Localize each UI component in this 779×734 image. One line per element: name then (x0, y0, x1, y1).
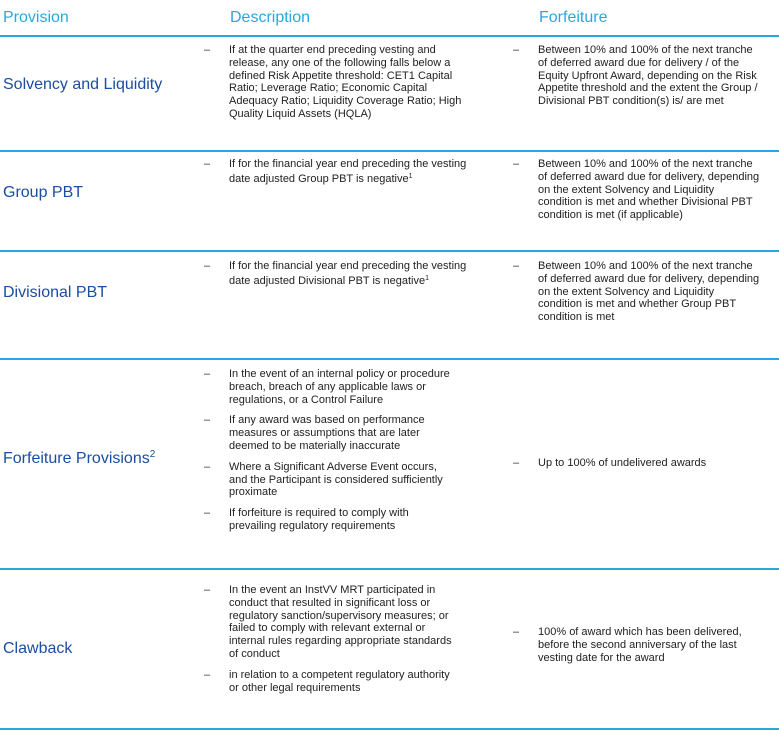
forfeiture-text: Up to 100% of undelivered awards (538, 457, 707, 469)
bullet-dash: – (204, 158, 211, 170)
bullet-dash: – (513, 158, 520, 170)
description-text: Where a Significant Adverse Event occurs, and the Participant is considered sufficiently proximate (229, 460, 443, 499)
bullet-dash: – (513, 457, 520, 469)
table-row-clawback (0, 570, 779, 730)
forfeiture-cell (513, 457, 760, 478)
description-text: If forfeiture is required to comply with prevailing regulatory requirements (229, 507, 409, 532)
forfeiture-text: 100% of award which has been delivered, before the second anniversary of the last vesting date for the award (538, 626, 742, 664)
bullet-dash: – (204, 260, 211, 272)
description-text: In the event of an internal policy or procedure breach, breach of any applicable laws or regulations, or a Control Failure (229, 368, 450, 406)
forfeiture-text: Between 10% and 100% of the next tranche of deferred award due for delivery, depending on the extent Solvency and Liquidity condition is met and whether Divisional PBT condition is met (if applicable) (538, 158, 760, 222)
forfeiture-item (513, 626, 760, 664)
description-item (204, 414, 457, 452)
forfeiture-item (513, 44, 760, 108)
forfeiture-cell (513, 44, 760, 116)
forfeiture-text: Between 10% and 100% of the next tranche of deferred award due for delivery, depending on the extent Solvency and Liquidity condition is met and whether Group PBT condition is met (538, 260, 760, 324)
description-item (204, 460, 457, 499)
footnote-marker: 2 (149, 449, 156, 460)
provision-label: Forfeiture Provisions$^2$ (3, 449, 156, 467)
description-item (204, 368, 457, 406)
description-cell (204, 584, 457, 702)
description-cell (204, 158, 469, 194)
bullet-dash: – (204, 460, 211, 473)
bullet-dash: – (204, 44, 211, 56)
table-row-forfeiture-provisions (0, 360, 779, 570)
provision-label: Clawback (3, 640, 73, 657)
forfeiture-cell (513, 260, 760, 332)
provision-label: Group PBT (3, 184, 84, 201)
description-item (204, 668, 457, 695)
header-forfeiture: Forfeiture (539, 9, 608, 26)
table-row-divisional-pbt (0, 252, 779, 360)
description-cell (204, 44, 469, 129)
footnote-marker: 1 (425, 274, 429, 282)
bullet-dash: – (513, 44, 520, 56)
description-item (204, 507, 457, 533)
description-text: If for the financial year end preceding the vesting date adjusted Divisional PBT is negative$^1$ (229, 260, 467, 287)
table-header (0, 0, 779, 37)
bullet-dash: – (204, 368, 211, 380)
bullet-dash: – (204, 584, 211, 596)
description-text: If for the financial year end preceding the vesting date adjusted Group PBT is negative$^1$ (229, 158, 467, 185)
description-item (204, 158, 469, 186)
footnote-marker: 1 (408, 172, 413, 180)
table-row-solvency (0, 36, 779, 152)
description-cell (204, 260, 469, 296)
bullet-dash: – (204, 507, 211, 520)
description-cell (204, 368, 457, 541)
bullet-dash: – (513, 626, 520, 638)
bullet-dash: – (204, 414, 211, 427)
forfeiture-item (513, 158, 760, 222)
description-item (204, 260, 469, 288)
bullet-dash: – (204, 668, 211, 681)
forfeiture-item (513, 260, 760, 324)
description-text: If at the quarter end preceding vesting and release, any one of the following falls below a defined Risk Appetite threshold: CET1 Capital Ratio; Leverage Ratio; Economic Capital Adequacy Ratio; Liquidity Coverage Ratio; High Quality Liquid Assets (HQLA) (229, 44, 462, 120)
description-text: In the event an InstVV MRT participated in conduct that resulted in significant loss or regulatory sanction/supervisory measures; or failed to comply with relevant external or internal rules regarding appropriate standards of conduct (229, 584, 452, 660)
forfeiture-item (513, 457, 760, 470)
header-provision: Provision (3, 9, 69, 26)
description-item (204, 584, 457, 661)
bullet-dash: – (513, 260, 520, 272)
forfeiture-cell (513, 158, 760, 230)
provision-label: Solvency and Liquidity (3, 76, 163, 93)
forfeiture-cell (513, 626, 760, 672)
description-item (204, 44, 469, 121)
forfeiture-text: Between 10% and 100% of the next tranche of deferred award due for delivery / of the Equity Upfront Award, depending on the Risk Appetite threshold and the extent the Group / Divisional PBT condition(s) is/ are met (538, 44, 758, 108)
header-description: Description (230, 9, 311, 26)
provision-label: Divisional PBT (3, 284, 108, 301)
table-row-group-pbt (0, 152, 779, 252)
description-text: If any award was based on performance measures or assumptions that are later deemed to be materially inaccurate (229, 414, 425, 452)
description-text: in relation to a competent regulatory authority or other legal requirements (229, 668, 450, 694)
